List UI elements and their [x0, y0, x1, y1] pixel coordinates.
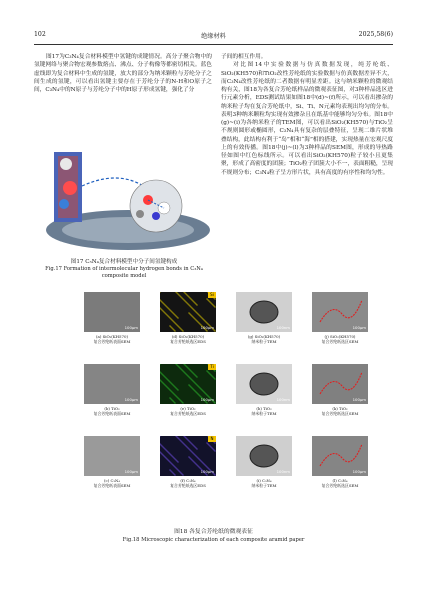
figure18-caption-zh: 图18 各复合芳纶纸的微观表征 [174, 529, 253, 535]
scale-bar-label: 100μm [124, 469, 138, 474]
figure18-panel-label: (k) TiO₂ 复合芳纶纸选区SEM [321, 406, 359, 416]
figure18-panel-label: (a) SiO₂(KH570) 复合芳纶纸表面SEM [93, 334, 131, 344]
figure18-panel [312, 436, 368, 476]
figure17-image [36, 136, 212, 256]
figure18-panel-label: (i) C₃N₄ 纳米粒子TEM [251, 478, 277, 488]
figure18-panel [84, 292, 140, 332]
scale-bar-label: 100μm [200, 469, 214, 474]
figure18-panel [84, 364, 140, 404]
journal-name: 绝缘材料 [201, 33, 226, 40]
left-paragraph: 图17为C₃N₄复合材料模型中氢键的成键情况。高分子聚合物中的氢键网络与聚合物宏观参数熔点、沸点、分子构像等都密切相关。蓝色虚线即为复合材料中生成的氢键，放大的部分为纳米颗粒与芳纶分子之间生成的氢键，可以看出氢键主要存在于芳纶分子的N-H和O原子之间，C₃N₄中的N原子与芳纶分子中的H原子形成氢键，强化了分 [34, 54, 212, 93]
figure18-panel [236, 292, 292, 332]
scale-bar-label: 100μm [124, 397, 138, 402]
scale-bar-label: 100μm [200, 325, 214, 330]
figure18-grid [84, 292, 376, 512]
figure17-caption-zh: 图17 C₃N₄复合材料模型中分子间氢键构成 [70, 259, 178, 265]
figure18-caption-en: Fig.18 Microscopic characterization of each composite aramid paper [122, 537, 305, 543]
element-badge: Si [208, 292, 216, 298]
figure18-panel [84, 436, 140, 476]
scale-bar-label: 100nm [276, 469, 290, 474]
figure18-panel [160, 436, 216, 476]
figure18-panel-label: (e) TiO₂ 复合芳纶纸选区EDS [170, 406, 206, 416]
figure18-panel [160, 364, 216, 404]
scale-bar-label: 100nm [276, 325, 290, 330]
figure18-panel-label: (j) SiO₂(KH570) 复合芳纶纸选区SEM [321, 334, 359, 344]
figure18-panel-label: (g) SiO₂(KH570) 纳米粒子TEM [247, 334, 281, 344]
figure18-panel-label: (b) TiO₂ 复合芳纶纸表面SEM [93, 406, 131, 416]
figure18-panel [160, 292, 216, 332]
element-badge: Ti [208, 364, 216, 370]
right-paragraph-2: 对比图14中实验数据与仿真数据发现，纯芳纶纸、SiO₂(KH570)和TiO₂改性芳纶纸的实验数据与仿真数据差异不大，而C₃N₄改性芳纶纸的二者数据有明显差距。这与纳米颗粒的微观结构有关，图18为各复合芳纶纸样品的微观表征图，对3种样品选区进行元素分析，EDS测试结果如图18中(d)~(f)所示，可以看出掺杂的纳米粒子均在复合芳纶纸中，Si、Ti、N元素均表现出均匀的分布。表明3种纳米颗粒均实现有效掺杂且在纸基中能够均匀分布。图18中(g)~(i)为各纳米粒子的TEM图，可以看出SiO₂(KH570)与TiO₂呈不规则圆形或椭圆形，C₃N₄具有复杂的层叠特征，呈现二维片状堆叠结构，此结构有利于“岛”相和“海”相的搭建，实现热量在宏观尺度上的有效传播。图18中(j)~(l)为3种样品的SEM图，形成的导热路径如图中红色标线所示。可以看出SiO₂(KH570)粒子较小且更集聚，形成了高密度的团簇；TiO₂粒子团簇大小不一，表面粗糙，呈现不规则分布；C₃N₄粒子呈方形片状，具有高度的有序性和均匀性。 [221, 62, 393, 176]
page-header [34, 31, 393, 43]
figure17-caption [36, 259, 212, 281]
figure18-panel [312, 292, 368, 332]
scale-bar-label: 100μm [124, 325, 138, 330]
scale-bar-label: 100nm [276, 397, 290, 402]
issue-info: 2025,58(6) [358, 31, 393, 38]
figure18-panel-label: (c) C₃N₄ 复合芳纶纸表面SEM [93, 478, 131, 488]
right-column [221, 53, 393, 177]
figure18-panel-label: (d) SiO₂(KH570) 复合芳纶纸选区EDS [170, 334, 206, 344]
figure18-panel [312, 364, 368, 404]
left-column [34, 53, 212, 94]
scale-bar-label: 100μm [352, 469, 366, 474]
figure18-panel [236, 436, 292, 476]
scale-bar-label: 100μm [352, 325, 366, 330]
element-badge: N [208, 436, 216, 442]
scale-bar-label: 100μm [352, 397, 366, 402]
right-paragraph-1: 子间的相互作用。 [221, 54, 267, 60]
header-rule [34, 44, 393, 45]
figure18-panel-label: (l) C₃N₄ 复合芳纶纸选区SEM [321, 478, 359, 488]
figure18-caption [34, 528, 393, 544]
figure18-panel-label: (h) TiO₂ 纳米粒子TEM [251, 406, 277, 416]
page-number: 102 [34, 31, 46, 38]
figure18-panel [236, 364, 292, 404]
figure17-caption-en: Fig.17 Formation of intermolecular hydrogen bonds in C₃N₄ composite model [45, 266, 203, 280]
scale-bar-label: 100μm [200, 397, 214, 402]
figure18-panel-label: (f) C₃N₄ 复合芳纶纸选区EDS [170, 478, 206, 488]
